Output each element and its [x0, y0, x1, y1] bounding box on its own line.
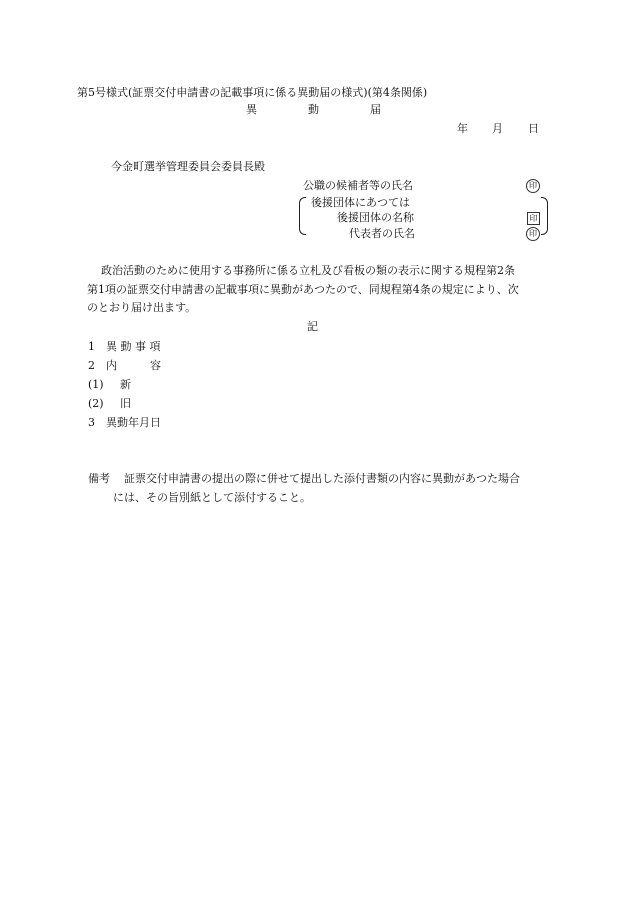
item-label-2-2: 旧 — [120, 397, 131, 410]
item-num-2-2: (2) — [88, 397, 104, 410]
remarks-label: 備考 — [88, 472, 110, 485]
seal-square-icon: 印 — [527, 212, 540, 225]
item-num-2: 2 — [88, 359, 95, 372]
body-line-1: 政治活動のために使用する事務所に係る立札及び看板の類の表示に関する規程第2条 — [101, 264, 515, 277]
addressee: 今金町選挙管理委員会委員長殿 — [111, 160, 265, 173]
remarks-line-2: には、その旨別紙として添付すること。 — [113, 491, 311, 504]
item-label-2-1: 新 — [120, 378, 131, 391]
heading-char-1: 異 — [246, 103, 257, 116]
item-label-2: 内 容 — [106, 359, 161, 372]
item-label-3: 異動年月日 — [106, 416, 161, 429]
heading-char-3: 届 — [370, 103, 381, 116]
right-bracket — [541, 197, 548, 235]
date-year-label: 年 — [457, 122, 468, 135]
form-title: 第5号様式(証票交付申請書の記載事項に係る異動届の様式)(第4条関係) — [77, 86, 428, 99]
representative-name-label: 代表者の氏名 — [349, 227, 415, 240]
item-label-1: 異 動 事 項 — [106, 340, 161, 353]
item-num-3: 3 — [88, 416, 95, 429]
support-group-name-label: 後援団体の名称 — [337, 211, 414, 224]
seal-round-rep-icon: 印 — [526, 227, 540, 241]
body-line-2: 第1項の証票交付申請書の記載事項に異動があつたので、同規程第4条の規定により、次 — [87, 283, 519, 296]
seal-round-icon: 印 — [526, 179, 540, 193]
left-bracket — [299, 197, 306, 235]
date-month-label: 月 — [492, 122, 503, 135]
item-num-2-1: (1) — [88, 378, 104, 391]
item-num-1: 1 — [88, 340, 95, 353]
support-group-note: 後援団体にあつては — [311, 196, 410, 209]
remarks-line-1: 証票交付申請書の提出の際に併せて提出した添付書類の内容に異動があつた場合 — [124, 472, 520, 485]
ki-label: 記 — [307, 320, 318, 333]
date-day-label: 日 — [528, 122, 539, 135]
body-line-3: のとおり届け出ます。 — [87, 301, 197, 314]
heading-char-2: 動 — [308, 103, 319, 116]
candidate-name-label: 公職の候補者等の氏名 — [303, 179, 413, 192]
